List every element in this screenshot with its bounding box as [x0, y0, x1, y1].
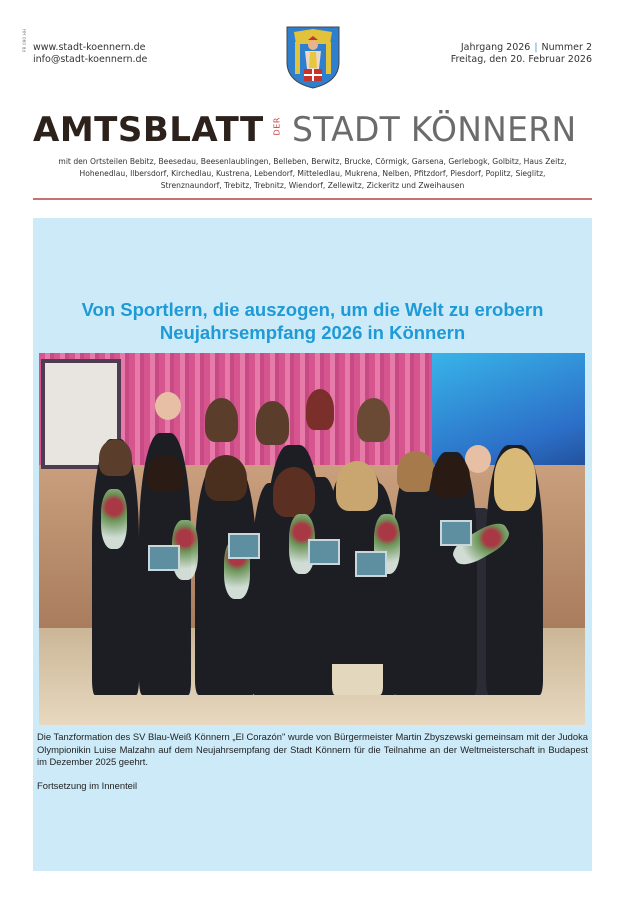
contact-block	[33, 42, 147, 66]
person	[92, 439, 139, 695]
person-hair	[432, 455, 470, 499]
person-hair	[306, 389, 334, 430]
title-city: STADT KÖNNERN	[291, 110, 577, 150]
certificate	[440, 520, 472, 546]
bouquet	[101, 489, 127, 549]
title-amtsblatt: AMTSBLATT	[33, 110, 264, 150]
volume-separator: |	[534, 42, 538, 53]
coat-of-arms-icon	[284, 24, 342, 90]
masthead-title	[33, 110, 585, 150]
person-hair	[336, 461, 378, 511]
person-hair	[273, 467, 315, 517]
districts-list	[33, 156, 592, 193]
header-divider	[33, 198, 592, 200]
person-hair	[494, 448, 536, 510]
headline-line: Von Sportlern, die auszogen, um die Welt zu erobern	[81, 299, 544, 320]
certificate	[148, 545, 180, 571]
title-der: DER	[272, 116, 282, 135]
photo-caption: Die Tanzformation des SV Blau-Weiß Könnern „El Corazón" wurde von Bürgermeister Martin Zbyszewski gemeinsam mit der Judoka Olympionikin Luise Malzahn auf dem Neujahrsempfang der Stadt Könnern für die Teilnahme an der Weltmeisterschaft in Budapest im Dezember 2025 geehrt.	[37, 731, 588, 767]
person-head	[465, 445, 491, 473]
email-link[interactable]: info@stadt-koennern.de	[33, 54, 148, 65]
person-hair	[205, 455, 247, 502]
continued-note: Fortsetzung im Innenteil	[37, 780, 138, 791]
certificate	[355, 551, 387, 577]
issue-number: Nummer 2	[541, 42, 592, 53]
volume-label: Jahrgang 2026	[460, 42, 531, 53]
headline-line: Neujahrsempfang 2026 in Könnern	[159, 322, 466, 343]
issue-info	[451, 42, 592, 66]
person-head	[155, 392, 181, 420]
website-link[interactable]: www.stadt-koennern.de	[33, 42, 146, 53]
person-hair	[256, 401, 289, 445]
article-panel	[33, 218, 592, 871]
person-hair	[357, 398, 390, 442]
districts-line: Hohenedlau, Ilbersdorf, Kirchedlau, Kustrena, Lebendorf, Mitteledlau, Mukrena, Nelben, Pfitzdorf, Piesdorf, Poplitz, Sieglitz,	[79, 169, 546, 179]
article-headline	[33, 298, 592, 344]
issue-date: Freitag, den 20. Februar 2026	[450, 54, 592, 65]
print-code: PR 090 HH	[22, 28, 27, 52]
districts-line: Strenznaundorf, Trebitz, Trebnitz, Wiendorf, Zellewitz, Zickeritz und Zweihausen	[160, 181, 465, 191]
person-hair	[146, 455, 184, 492]
certificate	[228, 533, 260, 559]
article-photo	[39, 353, 585, 725]
districts-line: mit den Ortsteilen Bebitz, Beesedau, Beesenlaublingen, Belleben, Berwitz, Brucke, Cörmigk, Garsena, Gerlebogk, Golbitz, Haus Zeitz,	[58, 157, 567, 166]
people-group	[83, 383, 553, 695]
certificate	[308, 539, 340, 565]
person-hair	[99, 439, 132, 476]
person-hair	[205, 398, 238, 442]
